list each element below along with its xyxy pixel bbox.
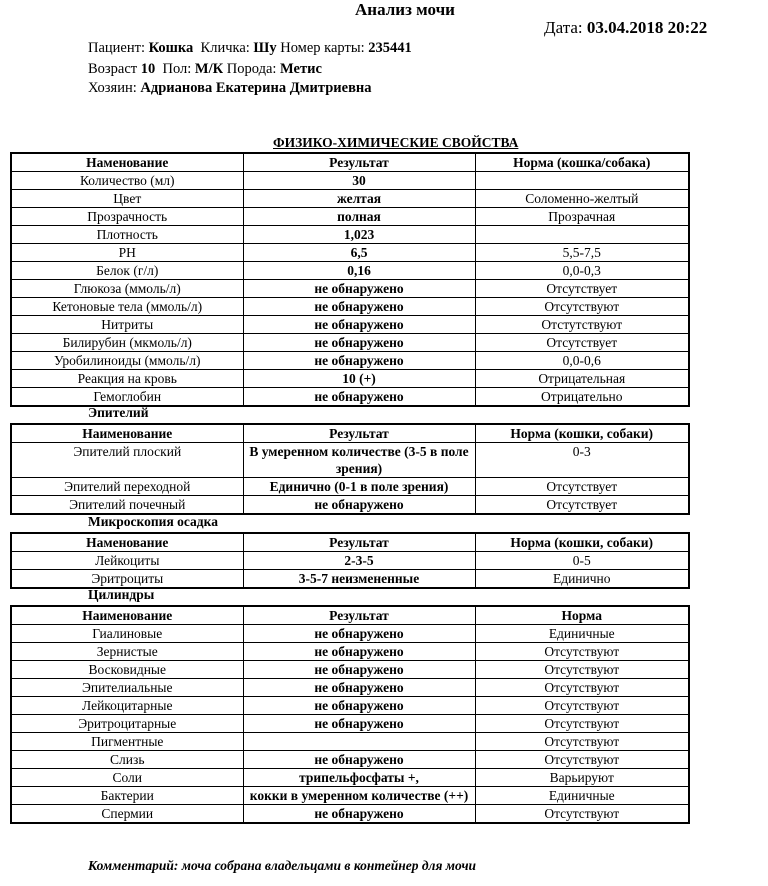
row-norm-cell: 0-5 xyxy=(475,552,689,570)
row-result-cell: не обнаружено xyxy=(243,751,475,769)
row-name-cell: Уробилиноиды (ммоль/л) xyxy=(11,352,243,370)
table-row xyxy=(11,262,689,280)
row-norm-cell: Отсутствуют xyxy=(475,715,689,733)
row-name-cell: Гиалиновые xyxy=(11,625,243,643)
row-result-cell: не обнаружено xyxy=(243,352,475,370)
table-row xyxy=(11,334,689,352)
row-name-cell: Эпителий плоский xyxy=(11,443,243,478)
row-name-cell: Лейкоциты xyxy=(11,552,243,570)
row-name-cell: Глюкоза (ммоль/л) xyxy=(11,280,243,298)
table-row xyxy=(11,280,689,298)
physchem-heading: ФИЗИКО-ХИМИЧЕСКИЕ СВОЙСТВА xyxy=(273,135,519,150)
patient-line-2 xyxy=(88,61,322,78)
row-name-cell: Зернистые xyxy=(11,643,243,661)
row-result-cell: не обнаружено xyxy=(243,316,475,334)
row-name-cell: Прозрачность xyxy=(11,208,243,226)
row-norm-cell: Отсутствуют xyxy=(475,751,689,769)
column-header: Норма xyxy=(475,606,689,625)
row-norm-cell: Отсутствуют xyxy=(475,697,689,715)
row-result-cell: 1,023 xyxy=(243,226,475,244)
comment: Комментарий: моча собрана владельцами в контейнер для мочи xyxy=(88,858,477,873)
column-header: Результат xyxy=(243,153,475,172)
row-norm-cell: Отстутствуют xyxy=(475,316,689,334)
row-result-cell: кокки в умеренном количестве (++) xyxy=(243,787,475,805)
table-row xyxy=(11,172,689,190)
casts-heading: Цилиндры xyxy=(88,587,155,602)
date-line xyxy=(544,18,707,38)
table-row xyxy=(11,388,689,407)
row-norm-cell: Отрицательная xyxy=(475,370,689,388)
table-row xyxy=(11,552,689,570)
row-result-cell: не обнаружено xyxy=(243,496,475,515)
row-result-cell: не обнаружено xyxy=(243,661,475,679)
row-name-cell: Эпителий почечный xyxy=(11,496,243,515)
table-row xyxy=(11,715,689,733)
column-header: Наименование xyxy=(11,606,243,625)
patient-line-1 xyxy=(88,40,412,57)
casts-body xyxy=(11,625,689,824)
row-name-cell: Эритроцитарные xyxy=(11,715,243,733)
row-norm-cell: 0-3 xyxy=(475,443,689,478)
row-name-cell: Лейкоцитарные xyxy=(11,697,243,715)
row-name-cell: Эпителиальные xyxy=(11,679,243,697)
row-name-cell: PH xyxy=(11,244,243,262)
row-result-cell: не обнаружено xyxy=(243,625,475,643)
card-value: 235441 xyxy=(368,40,412,56)
column-header: Наменование xyxy=(11,533,243,552)
row-result-cell: полная xyxy=(243,208,475,226)
table-row xyxy=(11,570,689,589)
column-header: Результат xyxy=(243,424,475,443)
table-row xyxy=(11,352,689,370)
table-row xyxy=(11,496,689,515)
row-result-cell: трипельфосфаты +, xyxy=(243,769,475,787)
table-header-row xyxy=(11,424,689,443)
sex-value: М/К xyxy=(194,61,224,77)
row-name-cell: Эпителий переходной xyxy=(11,478,243,496)
owner-value: Адрианова Екатерина Дмитриевна xyxy=(140,80,372,96)
age-value: 10 xyxy=(140,61,156,77)
table-row xyxy=(11,244,689,262)
table-row xyxy=(11,190,689,208)
table-row xyxy=(11,625,689,643)
column-header: Наименование xyxy=(11,424,243,443)
sediment-body xyxy=(11,552,689,589)
breed-value: Метис xyxy=(280,61,322,77)
row-norm-cell: Отсутствует xyxy=(475,280,689,298)
row-norm-cell xyxy=(475,172,689,190)
row-norm-cell: Отсутствует xyxy=(475,334,689,352)
row-result-cell: не обнаружено xyxy=(243,280,475,298)
row-name-cell: Цвет xyxy=(11,190,243,208)
row-norm-cell: Отсутствуют xyxy=(475,805,689,824)
table-row xyxy=(11,443,689,478)
row-name-cell: Белок (г/л) xyxy=(11,262,243,280)
row-name-cell: Соли xyxy=(11,769,243,787)
sediment-heading: Микроскопия осадка xyxy=(88,514,218,529)
table-row xyxy=(11,787,689,805)
row-norm-cell: 0,0-0,3 xyxy=(475,262,689,280)
row-result-cell: не обнаружено xyxy=(243,298,475,316)
date-label: Дата: xyxy=(544,18,583,37)
row-name-cell: Гемоглобин xyxy=(11,388,243,407)
table-row xyxy=(11,298,689,316)
nick-label: Кличка: xyxy=(200,40,250,56)
row-name-cell: Слизь xyxy=(11,751,243,769)
row-name-cell: Бактерии xyxy=(11,787,243,805)
row-result-cell: 0,16 xyxy=(243,262,475,280)
row-result-cell xyxy=(243,733,475,751)
row-norm-cell: Варьируют xyxy=(475,769,689,787)
row-norm-cell: 0,0-0,6 xyxy=(475,352,689,370)
column-header: Результат xyxy=(243,606,475,625)
date-value: 03.04.2018 20:22 xyxy=(586,18,708,37)
table-row xyxy=(11,316,689,334)
row-norm-cell: 5,5-7,5 xyxy=(475,244,689,262)
column-header: Норма (кошки, собаки) xyxy=(475,424,689,443)
row-norm-cell: Соломенно-желтый xyxy=(475,190,689,208)
row-norm-cell: Отсутствует xyxy=(475,496,689,515)
row-name-cell: Пигментные xyxy=(11,733,243,751)
row-result-cell: В умеренном количестве (3-5 в поле зрения) xyxy=(243,443,475,478)
row-result-cell: не обнаружено xyxy=(243,388,475,407)
sex-label: Пол: xyxy=(162,61,192,77)
epithelium-table xyxy=(10,423,690,515)
row-result-cell: желтая xyxy=(243,190,475,208)
nick-value: Шу xyxy=(253,40,277,56)
sediment-table xyxy=(10,532,690,589)
table-row xyxy=(11,226,689,244)
row-norm-cell: Отсутствует xyxy=(475,478,689,496)
row-norm-cell: Отрицательно xyxy=(475,388,689,407)
owner-label: Хозяин: xyxy=(88,80,137,96)
breed-label: Порода: xyxy=(226,61,277,77)
row-result-cell: не обнаружено xyxy=(243,715,475,733)
row-result-cell: не обнаружено xyxy=(243,643,475,661)
patient-line-3 xyxy=(88,80,372,97)
row-norm-cell: Отсутствуют xyxy=(475,298,689,316)
row-result-cell: не обнаружено xyxy=(243,679,475,697)
table-header-row xyxy=(11,606,689,625)
row-name-cell: Билирубин (мкмоль/л) xyxy=(11,334,243,352)
row-norm-cell: Отсутствуют xyxy=(475,733,689,751)
column-header: Результат xyxy=(243,533,475,552)
table-row xyxy=(11,679,689,697)
physchem-table xyxy=(10,152,690,407)
epithelium-heading: Эпителий xyxy=(88,405,149,420)
row-name-cell: Количество (мл) xyxy=(11,172,243,190)
row-result-cell: 3-5-7 неизмененные xyxy=(243,570,475,589)
column-header: Норма (кошки, собаки) xyxy=(475,533,689,552)
row-result-cell: 10 (+) xyxy=(243,370,475,388)
row-result-cell: не обнаружено xyxy=(243,697,475,715)
row-norm-cell: Единично xyxy=(475,570,689,589)
table-row xyxy=(11,769,689,787)
table-row xyxy=(11,661,689,679)
row-name-cell: Эритроциты xyxy=(11,570,243,589)
row-result-cell: Единично (0-1 в поле зрения) xyxy=(243,478,475,496)
row-norm-cell: Отсутствуют xyxy=(475,679,689,697)
table-row xyxy=(11,208,689,226)
row-name-cell: Реакция на кровь xyxy=(11,370,243,388)
table-row xyxy=(11,805,689,824)
epithelium-body xyxy=(11,443,689,515)
row-result-cell: 6,5 xyxy=(243,244,475,262)
row-result-cell: не обнаружено xyxy=(243,805,475,824)
table-header-row xyxy=(11,153,689,172)
column-header: Норма (кошка/собака) xyxy=(475,153,689,172)
row-norm-cell: Отсутствуют xyxy=(475,661,689,679)
physchem-body xyxy=(11,172,689,407)
table-row xyxy=(11,478,689,496)
row-name-cell: Нитриты xyxy=(11,316,243,334)
column-header: Наменование xyxy=(11,153,243,172)
row-norm-cell: Прозрачная xyxy=(475,208,689,226)
row-result-cell: 30 xyxy=(243,172,475,190)
patient-value: Кошка xyxy=(148,40,194,56)
row-name-cell: Плотность xyxy=(11,226,243,244)
row-norm-cell: Единичные xyxy=(475,787,689,805)
table-row xyxy=(11,370,689,388)
row-norm-cell: Отсутствуют xyxy=(475,643,689,661)
page-title: Анализ мочи xyxy=(355,0,455,19)
casts-table xyxy=(10,605,690,824)
row-result-cell: не обнаружено xyxy=(243,334,475,352)
row-norm-cell xyxy=(475,226,689,244)
table-row xyxy=(11,751,689,769)
table-row xyxy=(11,697,689,715)
row-name-cell: Кетоновые тела (ммоль/л) xyxy=(11,298,243,316)
row-name-cell: Спермии xyxy=(11,805,243,824)
row-name-cell: Восковидные xyxy=(11,661,243,679)
age-label: Возраст xyxy=(88,61,138,77)
table-row xyxy=(11,733,689,751)
table-header-row xyxy=(11,533,689,552)
patient-label: Пациент: xyxy=(88,40,145,56)
card-label: Номер карты: xyxy=(280,40,365,56)
row-result-cell: 2-3-5 xyxy=(243,552,475,570)
row-norm-cell: Единичные xyxy=(475,625,689,643)
table-row xyxy=(11,643,689,661)
